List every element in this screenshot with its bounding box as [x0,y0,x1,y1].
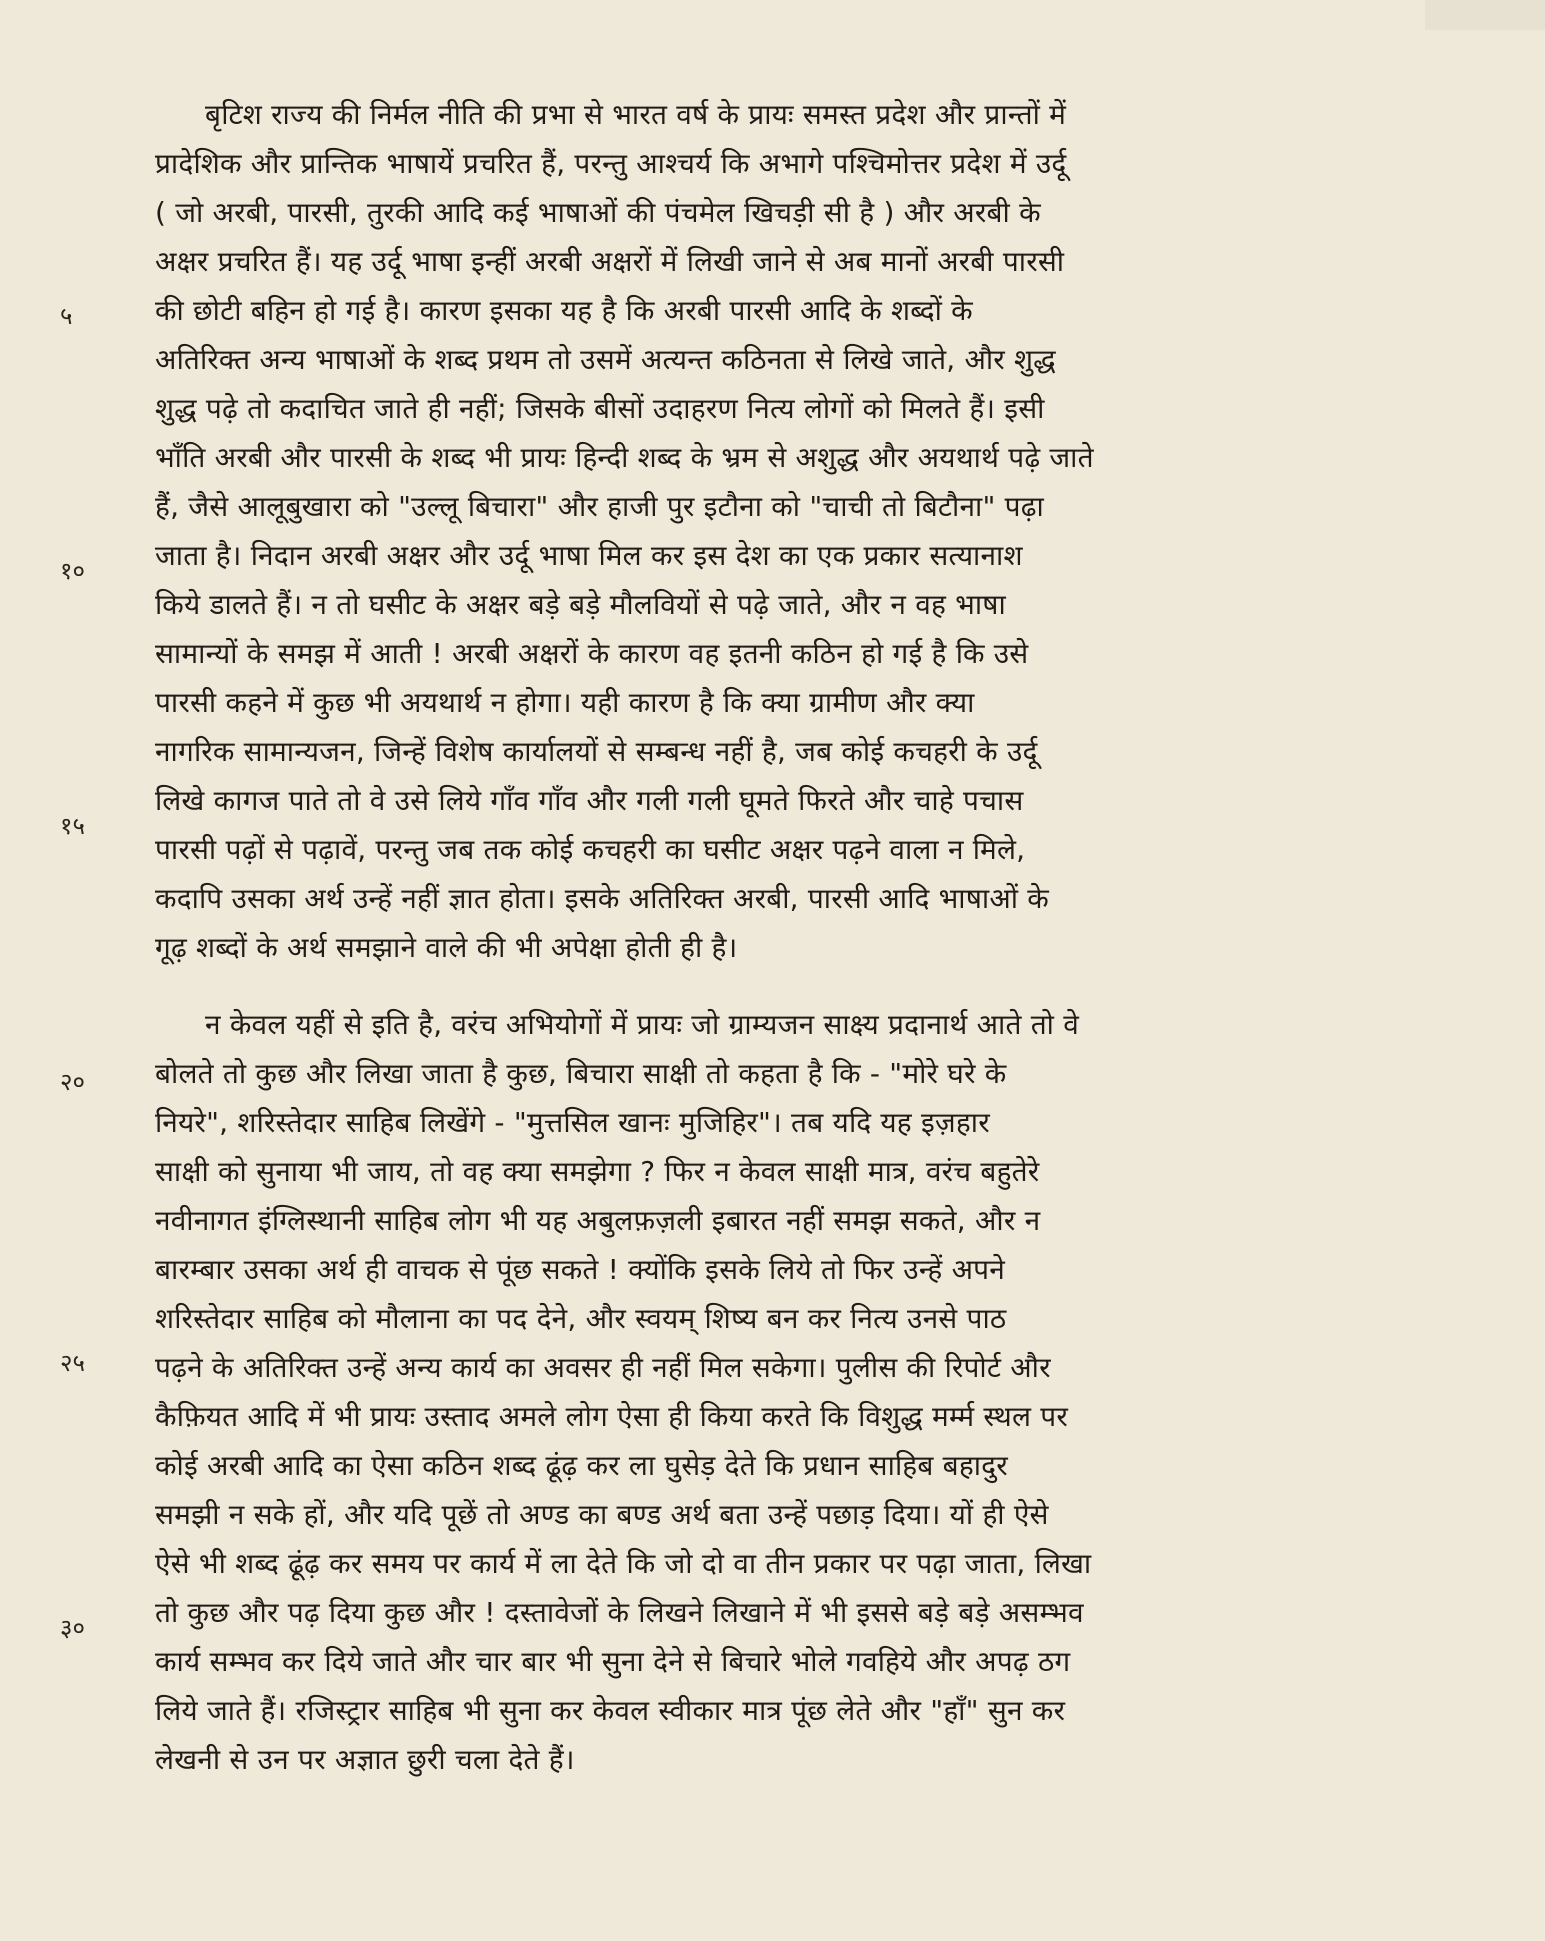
text-line: ऐसे भी शब्द ढूंढ़ कर समय पर कार्य में ला देते कि जो दो वा तीन प्रकार पर पढ़ा जाता, लिखा [155,1547,1092,1580]
line-number: २० [60,1068,85,1096]
line-number: २५ [60,1349,85,1377]
text-line: समझी न सके हों, और यदि पूछें तो अण्ड का बण्ड अर्थ बता उन्हें पछाड़ दिया। यों ही ऐसे [155,1498,1049,1531]
text-line: किये डालते हैं। न तो घसीट के अक्षर बड़े बड़े मौलवियों से पढ़े जाते, और न वह भाषा [155,588,1006,621]
text-line: पारसी कहने में कुछ भी अयथार्थ न होगा। यही कारण है कि क्या ग्रामीण और क्या [155,686,975,719]
text-line: शरिस्तेदार साहिब को मौलाना का पद देने, और स्वयम् शिष्य बन कर नित्य उनसे पाठ [155,1302,1007,1335]
text-line: लेखनी से उन पर अज्ञात छुरी चला देते हैं। [155,1743,575,1776]
text-line: लिये जाते हैं। रजिस्ट्रार साहिब भी सुना कर केवल स्वीकार मात्र पूंछ लेते और "हाँ" सुन कर [155,1694,1066,1727]
text-line: सामान्यों के समझ में आती ! अरबी अक्षरों के कारण वह इतनी कठिन हो गई है कि उसे [155,637,1029,670]
text-line: अक्षर प्रचरित हैं। यह उर्दू भाषा इन्हीं अरबी अक्षरों में लिखी जाने से अब मानों अरबी पारसी [155,245,1065,278]
text-line: नवीनागत इंग्लिस्थानी साहिब लोग भी यह अबुलफ़ज़ली इबारत नहीं समझ सकते, और न [155,1204,1041,1237]
text-line: गूढ़ शब्दों के अर्थ समझाने वाले की भी अपेक्षा होती ही है। [155,931,738,964]
text-line: ( जो अरबी, पारसी, तुरकी आदि कई भाषाओं की पंचमेल खिचड़ी सी है ) और अरबी के [155,196,1041,229]
text-line: पढ़ने के अतिरिक्त उन्हें अन्य कार्य का अवसर ही नहीं मिल सकेगा। पुलीस की रिपोर्ट और [155,1351,1051,1384]
text-line: बृटिश राज्य की निर्मल नीति की प्रभा से भारत वर्ष के प्रायः समस्त प्रदेश और प्रान्तों में [205,98,1067,131]
line-number: ५ [60,302,73,330]
line-number: १५ [60,812,85,840]
text-line: जाता है। निदान अरबी अक्षर और उर्दू भाषा मिल कर इस देश का एक प्रकार सत्यानाश [155,539,1023,572]
text-line: साक्षी को सुनाया भी जाय, तो वह क्या समझेगा ? फिर न केवल साक्षी मात्र, वरंच बहुतेरे [155,1155,1040,1188]
text-line: शुद्ध पढ़े तो कदाचित जाते ही नहीं; जिसके बीसों उदाहरण नित्य लोगों को मिलते हैं। इसी [155,392,1045,425]
text-line: की छोटी बहिन हो गई है। कारण इसका यह है कि अरबी पारसी आदि के शब्दों के [155,294,973,327]
text-line: कोई अरबी आदि का ऐसा कठिन शब्द ढूंढ़ कर ला घुसेड़ देते कि प्रधान साहिब बहादुर [155,1449,1008,1482]
text-line: बोलते तो कुछ और लिखा जाता है कुछ, बिचारा साक्षी तो कहता है कि - "मोरे घरे के [155,1057,1007,1090]
text-line: तो कुछ और पढ़ दिया कुछ और ! दस्तावेजों के लिखने लिखाने में भी इससे बड़े बड़े असम्भव [155,1596,1084,1629]
page-corner-shadow [1425,0,1545,30]
text-line: कदापि उसका अर्थ उन्हें नहीं ज्ञात होता। इसके अतिरिक्त अरबी, पारसी आदि भाषाओं के [155,882,1050,915]
text-line: कैफ़ियत आदि में भी प्रायः उस्ताद अमले लोग ऐसा ही किया करते कि विशुद्ध मर्म्म स्थल पर [155,1400,1069,1433]
text-line: पारसी पढ़ों से पढ़ावें, परन्तु जब तक कोई कचहरी का घसीट अक्षर पढ़ने वाला न मिले, [155,833,1026,866]
text-line: प्रादेशिक और प्रान्तिक भाषायें प्रचरित हैं, परन्तु आश्चर्य कि अभागे पश्चिमोत्तर प्रदेश में उर्दू [155,147,1067,180]
text-line: अतिरिक्त अन्य भाषाओं के शब्द प्रथम तो उसमें अत्यन्त कठिनता से लिखे जाते, और शुद्ध [155,343,1056,376]
text-line: हैं, जैसे आलूबुखारा को "उल्लू बिचारा" और हाजी पुर इटौना को "चाची तो बिटौना" पढ़ा [155,490,1044,523]
line-number: १० [60,557,85,585]
text-line: न केवल यहीं से इति है, वरंच अभियोगों में प्रायः जो ग्राम्यजन साक्ष्य प्रदानार्थ आते तो वे [205,1008,1079,1041]
text-line: नागरिक सामान्यजन, जिन्हें विशेष कार्यालयों से सम्बन्ध नहीं है, जब कोई कचहरी के उर्दू [155,735,1038,768]
text-line: नियरे", शरिस्तेदार साहिब लिखेंगे - "मुत्तसिल खानः मुजिहिर"। तब यदि यह इज़हार [155,1106,990,1139]
text-line: भाँति अरबी और पारसी के शब्द भी प्रायः हिन्दी शब्द के भ्रम से अशुद्ध और अयथार्थ पढ़े जाते [155,441,1094,474]
text-line: कार्य सम्भव कर दिये जाते और चार बार भी सुना देने से बिचारे भोले गवहिये और अपढ़ ठग [155,1645,1071,1678]
line-number: ३० [60,1614,85,1642]
text-line: लिखे कागज पाते तो वे उसे लिये गाँव गाँव और गली गली घूमते फिरते और चाहे पचास [155,784,1024,817]
text-line: बारम्बार उसका अर्थ ही वाचक से पूंछ सकते ! क्योंकि इसके लिये तो फिर उन्हें अपने [155,1253,1006,1286]
